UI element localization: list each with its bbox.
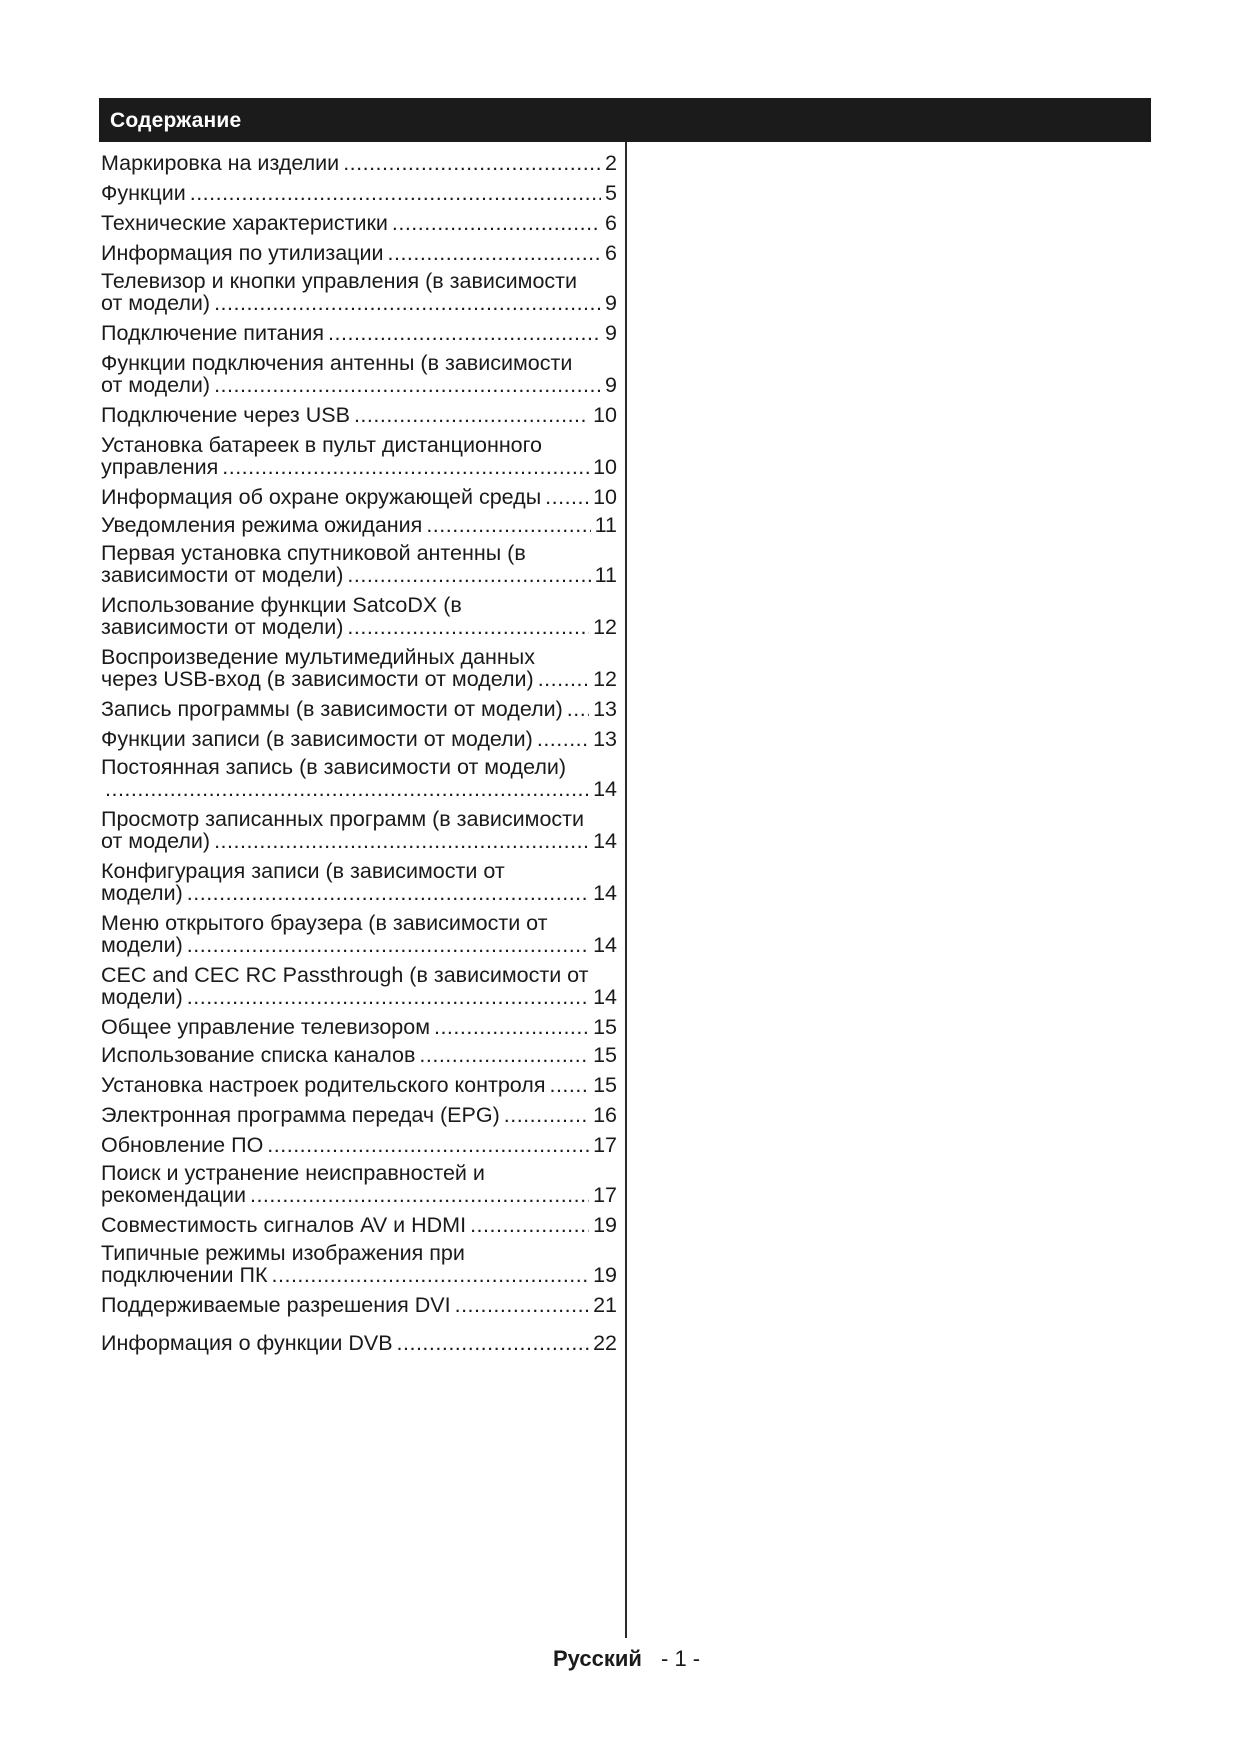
- toc-entry-title: Типичные режимы изображения при: [101, 1241, 465, 1265]
- toc-entry[interactable]: [101, 270, 617, 314]
- toc-page-number: 13: [593, 727, 617, 751]
- toc-page-number: 15: [593, 1015, 617, 1039]
- toc-entry[interactable]: [101, 242, 617, 264]
- toc-entry[interactable]: [101, 860, 617, 904]
- toc-entry[interactable]: [101, 404, 617, 426]
- toc-page-number: 9: [605, 373, 617, 397]
- toc-entry[interactable]: [101, 542, 617, 586]
- toc-entry-title: Технические характеристики: [101, 211, 388, 235]
- toc-page-number: 19: [593, 1213, 617, 1237]
- toc-entry[interactable]: [101, 1104, 617, 1126]
- toc-entry-title: Обновление ПО: [101, 1133, 264, 1157]
- toc-entry-title: от модели): [101, 373, 211, 397]
- toc-entry[interactable]: [101, 728, 617, 750]
- dot-leader: [354, 404, 589, 426]
- dot-leader: [434, 1016, 589, 1038]
- toc-entry-title: через USB-вход (в зависимости от модели): [101, 667, 534, 691]
- toc-page-number: 15: [593, 1073, 617, 1097]
- dot-leader: [545, 486, 589, 508]
- dot-leader: [470, 1214, 589, 1236]
- toc-entry[interactable]: [101, 182, 617, 204]
- toc-page-number: 17: [593, 1133, 617, 1157]
- toc-entry-title: Информация по утилизации: [101, 241, 384, 265]
- dot-leader: [272, 1264, 590, 1286]
- dot-leader: [187, 882, 589, 904]
- toc-entry[interactable]: [101, 434, 617, 478]
- toc-page-number: 14: [593, 933, 617, 957]
- toc-page-number: 6: [605, 211, 617, 235]
- footer-page-number: - 1 -: [661, 1646, 701, 1671]
- dot-leader: [187, 934, 589, 956]
- toc-entry[interactable]: [101, 1074, 617, 1096]
- dot-leader: [343, 152, 601, 174]
- dot-leader: [347, 616, 589, 638]
- dot-leader: [397, 1332, 590, 1354]
- column-divider: [625, 142, 627, 1638]
- toc-page-number: 9: [605, 291, 617, 315]
- toc-entry[interactable]: [101, 594, 617, 638]
- toc-entry-title: Телевизор и кнопки управления (в зависимости: [101, 269, 578, 293]
- toc-entry-title: Установка настроек родительского контроля: [101, 1073, 546, 1097]
- toc-entry-title: Функции: [101, 181, 186, 205]
- toc-page-number: 17: [593, 1183, 617, 1207]
- toc-entry-title: зависимости от модели): [101, 563, 344, 587]
- toc-entry[interactable]: [101, 1294, 617, 1316]
- toc-entry-title: Просмотр записанных программ (в зависимости: [101, 807, 585, 831]
- toc-entry[interactable]: [101, 698, 617, 720]
- dot-leader: [567, 698, 589, 720]
- toc-entry-title: Использование функции SatcoDX (в: [101, 593, 462, 617]
- dot-leader: [504, 1104, 589, 1126]
- toc-entry-title: Электронная программа передач (EPG): [101, 1103, 500, 1127]
- toc-page-number: 12: [593, 667, 617, 691]
- toc-page-number: 14: [593, 829, 617, 853]
- toc-entry-title: Использование списка каналов: [101, 1043, 416, 1067]
- toc-entry-title: Первая установка спутниковой антенны (в: [101, 541, 526, 565]
- toc-entry[interactable]: [101, 1332, 617, 1354]
- toc-page-number: 10: [593, 403, 617, 427]
- toc-entry-title: CEC and CEC RC Passthrough (в зависимости от: [101, 963, 589, 987]
- dot-leader: [222, 456, 589, 478]
- toc-page-number: 6: [605, 241, 617, 265]
- toc-page-number: 11: [594, 563, 617, 587]
- dot-leader: [214, 292, 601, 314]
- toc-entry[interactable]: [101, 964, 617, 1008]
- toc-entry[interactable]: [101, 352, 617, 396]
- toc-entry-title: от модели): [101, 829, 211, 853]
- toc-page-number: 13: [593, 697, 617, 721]
- page-title: Содержание: [110, 109, 242, 132]
- toc-entry[interactable]: [101, 1044, 617, 1066]
- dot-leader: [187, 986, 589, 1008]
- toc-page-number: 14: [593, 985, 617, 1009]
- toc-entry[interactable]: [101, 1016, 617, 1038]
- toc-entry[interactable]: [101, 152, 617, 174]
- toc-entry[interactable]: [101, 1134, 617, 1156]
- dot-leader: [388, 242, 602, 264]
- toc-entry[interactable]: [101, 1162, 617, 1206]
- toc-entry-title: модели): [101, 881, 183, 905]
- toc-entry-title: управления: [101, 455, 219, 479]
- toc-entry-title: Поддерживаемые разрешения DVI: [101, 1293, 451, 1317]
- dot-leader: [214, 830, 589, 852]
- toc-entry[interactable]: [101, 756, 617, 800]
- page-footer: [0, 1646, 1241, 1676]
- toc-entry[interactable]: [101, 486, 617, 508]
- toc-entry-title: рекомендации: [101, 1183, 246, 1207]
- toc-entry-title: подключении ПК: [101, 1263, 268, 1287]
- toc-page-number: 5: [605, 181, 617, 205]
- toc-page-number: 19: [593, 1263, 617, 1287]
- toc-entry[interactable]: [101, 514, 617, 536]
- dot-leader: [250, 1184, 589, 1206]
- footer-language: Русский: [553, 1646, 642, 1671]
- toc-page-number: 9: [605, 321, 617, 345]
- toc-page-number: 15: [593, 1043, 617, 1067]
- toc-entry-title: Постоянная запись (в зависимости от модели): [101, 755, 567, 779]
- dot-leader: [347, 564, 590, 586]
- toc-entry[interactable]: [101, 646, 617, 690]
- toc-entry-title: Информация о функции DVB: [101, 1331, 393, 1355]
- toc-entry-title: Меню открытого браузера (в зависимости от: [101, 911, 548, 935]
- toc-entry-title: Конфигурация записи (в зависимости от: [101, 859, 505, 883]
- dot-leader: [105, 778, 589, 800]
- dot-leader: [267, 1134, 589, 1156]
- toc-entry-title: Запись программы (в зависимости от модели): [101, 697, 563, 721]
- toc-entry[interactable]: [101, 322, 617, 344]
- toc-entry-title: Подключение питания: [101, 321, 325, 345]
- dot-leader: [214, 374, 601, 396]
- dot-leader: [190, 182, 601, 204]
- toc-entry-title: Совместимость сигналов AV и HDMI: [101, 1213, 467, 1237]
- dot-leader: [392, 212, 601, 234]
- toc-page-number: 2: [605, 151, 617, 175]
- toc-entry-title: Воспроизведение мультимедийных данных: [101, 645, 536, 669]
- toc-entry-title: Функции подключения антенны (в зависимости: [101, 351, 573, 375]
- toc-entry-title: модели): [101, 933, 183, 957]
- toc-entry-title: Общее управление телевизором: [101, 1015, 430, 1039]
- toc-page-number: 10: [593, 485, 617, 509]
- dot-leader: [426, 514, 590, 536]
- dot-leader: [455, 1294, 589, 1316]
- toc-entry[interactable]: [101, 1242, 617, 1286]
- dot-leader: [537, 728, 589, 750]
- toc-entry-title: Установка батареек в пульт дистанционного: [101, 433, 542, 457]
- section-header-bar: [99, 98, 1151, 142]
- toc-entry-title: от модели): [101, 291, 211, 315]
- toc-page-number: 11: [594, 513, 617, 537]
- toc-entry-title: Функции записи (в зависимости от модели): [101, 727, 533, 751]
- toc-page-number: 14: [593, 881, 617, 905]
- toc-page-number: 16: [593, 1103, 617, 1127]
- dot-leader: [549, 1074, 589, 1096]
- toc-page-number: 10: [593, 455, 617, 479]
- toc-entry[interactable]: [101, 912, 617, 956]
- toc-entry[interactable]: [101, 1214, 617, 1236]
- toc-entry[interactable]: [101, 212, 617, 234]
- dot-leader: [419, 1044, 589, 1066]
- dot-leader: [538, 668, 589, 690]
- toc-entry[interactable]: [101, 808, 617, 852]
- dot-leader: [328, 322, 601, 344]
- toc-page-number: 14: [593, 777, 617, 801]
- toc-entry-title: зависимости от модели): [101, 615, 344, 639]
- toc-entry-title: Уведомления режима ожидания: [101, 513, 423, 537]
- toc-page-number: 12: [593, 615, 617, 639]
- toc-entry-title: Поиск и устранение неисправностей и: [101, 1161, 485, 1185]
- toc-page-number: 22: [593, 1331, 617, 1355]
- toc-entry-title: модели): [101, 985, 183, 1009]
- toc-entry-title: Подключение через USB: [101, 403, 350, 427]
- toc-entry-title: Информация об охране окружающей среды: [101, 485, 542, 509]
- toc-page-number: 21: [593, 1293, 617, 1317]
- toc-entry-title: Маркировка на изделии: [101, 151, 340, 175]
